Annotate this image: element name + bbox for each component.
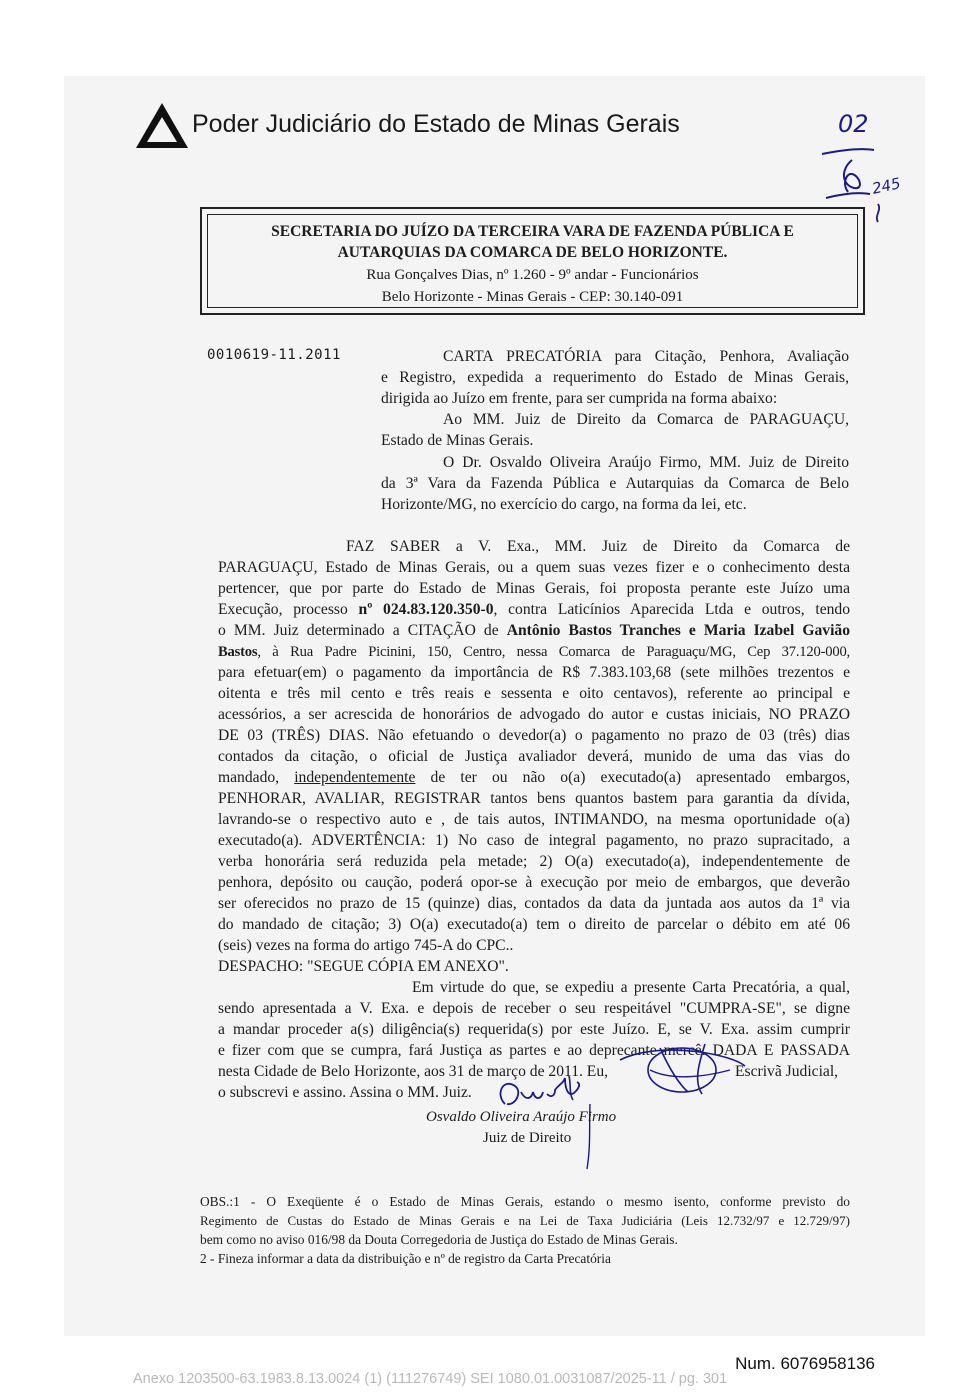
body-line-13: PENHORAR, AVALIAR, REGISTRAR tantos bens quantos bastem para garantia da dívida, (218, 790, 850, 807)
body-line-27: o subscrevi e assino. Assina o MM. Juiz. (218, 1084, 472, 1101)
body-line-16: verba honorária será reduzida pela metade; 2) O(a) executado(a), independentemente de (218, 853, 850, 870)
text-run: , contra Laticínios Aparecida Ltda e outros, tendo (493, 601, 851, 618)
intro-line-4: Ao MM. Juiz de Direito da Comarca de PARAGUAÇU, (443, 411, 849, 428)
judge-role: Juiz de Direito (483, 1130, 572, 1146)
intro-line-3: dirigida ao Juízo em frente, para ser cumprida na forma abaixo: (381, 390, 778, 407)
body-line-4 (218, 600, 850, 620)
body-line-25: e fizer com que se cumpra, fará Justiça as partes e ao deprecante mercê. DADA E PASSADA (218, 1042, 850, 1059)
body-line-24: a mandar proceder a(s) diligência(s) requerida(s) por este Juízo. E, se V. Exa. assim cumprir (218, 1021, 850, 1038)
judiciary-triangle-logo (134, 100, 190, 152)
defendant-names: Antônio Bastos Tranches e Maria Izabel Gavião (506, 622, 851, 639)
body-line-8: oitenta e três mil cento e três reais e sessenta e oito centavos), referente ao principal e (218, 685, 850, 702)
body-line-15: executado(a). ADVERTÊNCIA: 1) No caso de integral pagamento, no prazo supracitado, a (218, 832, 850, 849)
secretaria-line-2: AUTARQUIAS DA COMARCA DE BELO HORIZONTE. (337, 244, 728, 261)
body-line-9: acessórios, a ser acrescida de honorários de advogado do autor e custas iniciais, NO PRAZO (218, 706, 850, 723)
body-line-3: pertencer, que por parte do Estado de Minas Gerais, foi proposta perante este Juízo uma (218, 580, 850, 597)
secretaria-line-1: SECRETARIA DO JUÍZO DA TERCEIRA VARA DE FAZENDA PÚBLICA E (271, 223, 794, 240)
intro-line-5: Estado de Minas Gerais. (381, 432, 534, 449)
escriva-label: Escrivã Judicial, (735, 1063, 839, 1080)
body-line-23: sendo apresentada a V. Exa. e depois de receber o seu respeitável "CUMPRA-SE", se digne (218, 1000, 850, 1017)
obs-line-3: bem como no aviso 016/98 da Douta Corregedoria de Justiça do Estado de Minas Gerais. (200, 1232, 678, 1247)
process-ref: nº 024.83.120.350-0 (358, 601, 494, 618)
intro-line-2: e Registro, expedida a requerimento do Estado de Minas Gerais, (381, 369, 849, 386)
body-line-2: PARAGUAÇU, Estado de Minas Gerais, ou a quem suas vezes fizer e o conhecimento desta (218, 559, 850, 576)
body-line-11: contados da citação, o oficial de Justiça avaliador deverá, munido de uma das vias do (218, 748, 850, 765)
body-line-12 (218, 768, 850, 788)
page-title: Poder Judiciário do Estado de Minas Gerais (192, 110, 680, 138)
despacho-line: DESPACHO: "SEGUE CÓPIA EM ANEXO". (218, 958, 509, 975)
body-line-17: penhora, depósito ou caução, poderá opor-se à execução por meio de embargos, que deverão (218, 874, 850, 891)
intro-line-1: CARTA PRECATÓRIA para Citação, Penhora, Avaliação (443, 348, 849, 365)
intro-line-7: da 3ª Vara da Fazenda Pública e Autarquias da Comarca de Belo (381, 475, 849, 492)
obs-line-1: OBS.:1 - O Exeqüente é o Estado de Minas Gerais, estando o mesmo isento, conforme previsto do (200, 1194, 850, 1209)
body-line-14: lavrando-se o respectivo auto e , de tais autos, INTIMANDO, na mesma oportunidade o(a) (218, 811, 850, 828)
body-line-5 (218, 621, 850, 641)
defendant-surname: Bastos (218, 644, 258, 660)
body-line-26: nesta Cidade de Belo Horizonte, aos 31 de março de 2011. Eu, (218, 1063, 609, 1080)
obs-line-4: 2 - Fineza informar a data da distribuição e nº de registro da Carta Precatória (200, 1251, 611, 1266)
handwritten-margin-number: 245 (870, 174, 903, 198)
body-line-20: (seis) vezes na forma do artigo 745-A do CPC.. (218, 937, 514, 954)
text-run: mandado, (218, 769, 295, 786)
text-run: de ter ou não o(a) executado(a) apresentado embargos, (415, 769, 850, 786)
annex-metadata: Anexo 1203500-63.1983.8.13.0024 (1) (111276749) SEI 1080.01.0031087/2025-11 / pg. 301 (133, 1371, 728, 1387)
secretaria-city: Belo Horizonte - Minas Gerais - CEP: 30.140-091 (381, 289, 684, 305)
body-line-1: FAZ SABER a V. Exa., MM. Juiz de Direito da Comarca de (346, 538, 850, 555)
body-line-22: Em virtude do que, se expediu a presente Carta Precatória, a qual, (412, 979, 850, 996)
handwritten-folio: 02 (838, 110, 869, 138)
text-run: o MM. Juiz determinado a CITAÇÃO de (218, 622, 507, 639)
body-line-6 (218, 642, 850, 662)
text-run: Execução, processo (218, 601, 359, 618)
body-line-18: ser oferecidos no prazo de 15 (quinze) dias, contados da data da juntada aos autos da 1ª via (218, 895, 850, 912)
secretaria-box (200, 207, 865, 315)
clerk-signature (610, 1030, 750, 1100)
intro-line-6: O Dr. Osvaldo Oliveira Araújo Firmo, MM. Juiz de Direito (443, 454, 849, 471)
judge-name: Osvaldo Oliveira Araújo Firmo (426, 1109, 617, 1125)
text-run: , à Rua Padre Picinini, 150, Centro, nessa Comarca de Paraguaçu/MG, Cep 37.120-000, (257, 644, 850, 660)
secretaria-address: Rua Gonçalves Dias, nº 1.260 - 9º andar - Funcionários (366, 267, 699, 283)
body-line-19: do mandado de citação; 3) O(a) executado(a) tem o direito de parcelar o débito em até 06 (218, 916, 850, 933)
underlined-word: independentemente (294, 769, 416, 786)
document-number: Num. 6076958136 (735, 1354, 875, 1373)
process-number: 0010619-11.2011 (207, 347, 341, 363)
body-line-10: DE 03 (TRÊS) DIAS. Não efetuando o devedor(a) o pagamento no prazo de 03 (três) dias (218, 727, 850, 744)
intro-line-8: Horizonte/MG, no exercício do cargo, na forma da lei, etc. (381, 496, 747, 513)
body-line-7: para efetuar(em) o pagamento da importância de R$ 7.383.103,68 (sete milhões trezentos e (218, 664, 850, 681)
obs-line-2: Regimento de Custas do Estado de Minas Gerais e na Lei de Taxa Judiciária (Leis 12.732/97 e 12.729/97) (200, 1213, 850, 1228)
